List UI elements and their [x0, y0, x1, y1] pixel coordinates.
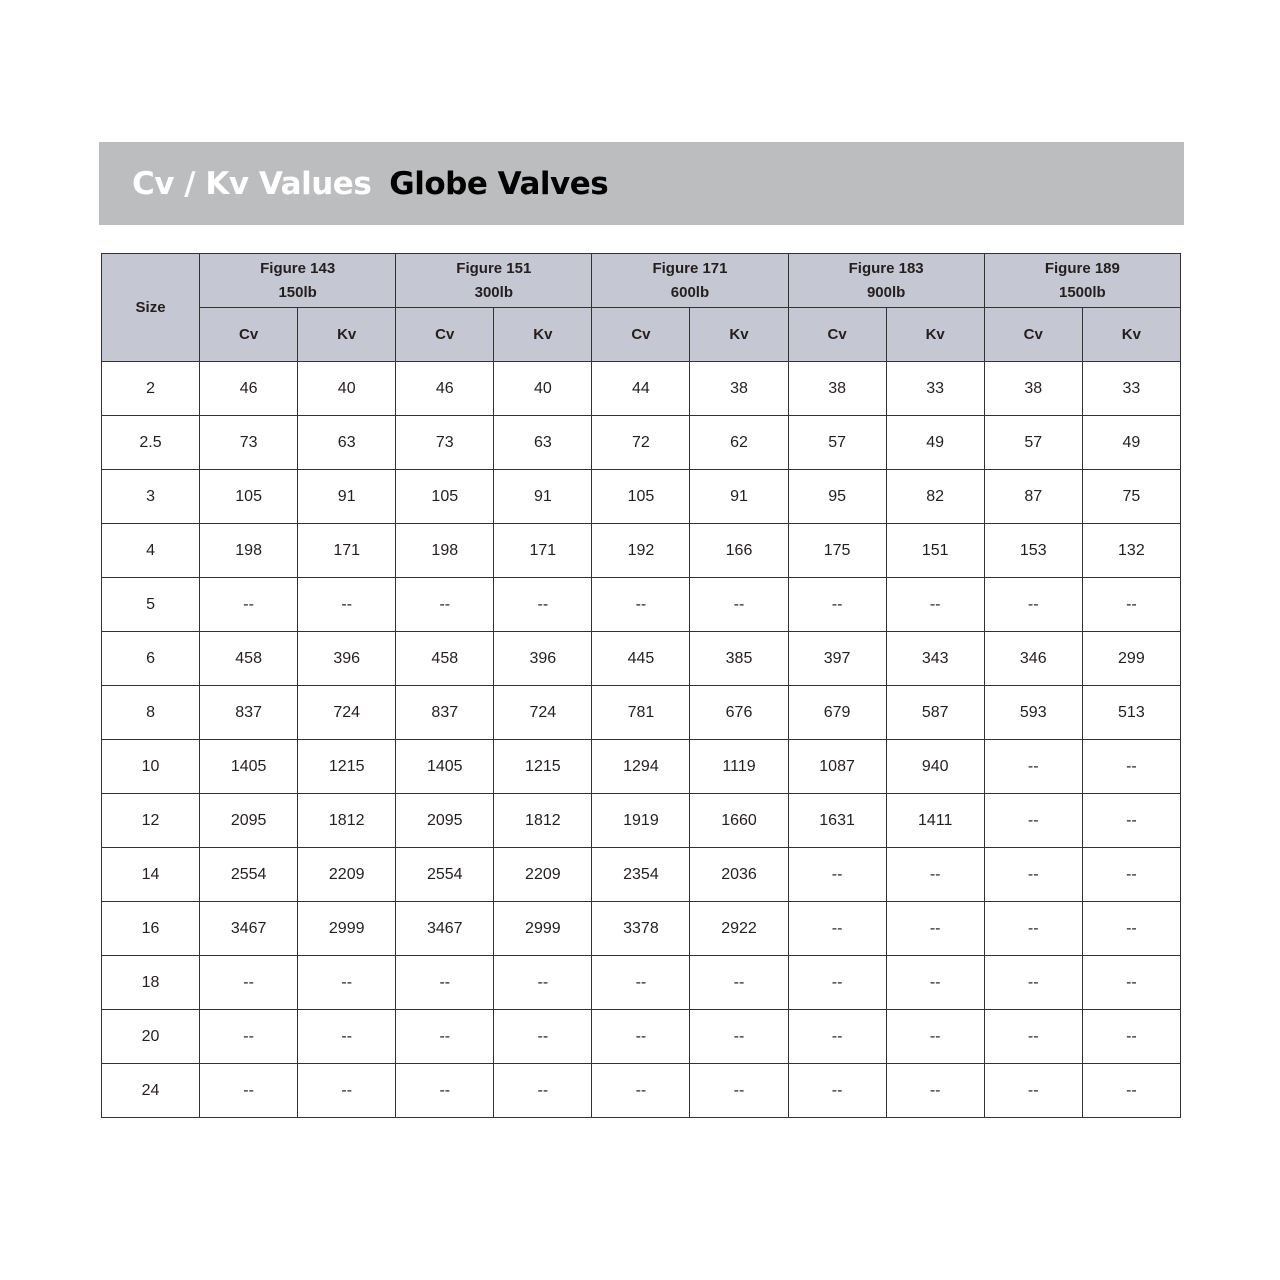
cv-value-cell: 837 — [396, 686, 494, 740]
kv-value-cell: 1215 — [494, 740, 592, 794]
cv-value-cell: -- — [984, 902, 1082, 956]
cv-value-cell: 73 — [396, 416, 494, 470]
cv-value-cell: 73 — [200, 416, 298, 470]
cv-value-cell: -- — [396, 1010, 494, 1064]
kv-value-cell: 40 — [494, 362, 592, 416]
cv-value-cell: 781 — [592, 686, 690, 740]
cv-value-cell: 72 — [592, 416, 690, 470]
cv-value-cell: -- — [984, 578, 1082, 632]
figure-header — [396, 254, 592, 308]
kv-header: Kv — [886, 308, 984, 362]
cv-value-cell: -- — [200, 956, 298, 1010]
cv-value-cell: 2095 — [200, 794, 298, 848]
cv-value-cell: -- — [788, 902, 886, 956]
figure-header — [984, 254, 1180, 308]
kv-header: Kv — [690, 308, 788, 362]
table-row — [102, 632, 1181, 686]
cv-value-cell: 458 — [200, 632, 298, 686]
figure-rating: 1500lb — [1059, 283, 1106, 301]
cv-value-cell: -- — [200, 1010, 298, 1064]
cv-header: Cv — [396, 308, 494, 362]
cv-value-cell: 3467 — [200, 902, 298, 956]
kv-value-cell: -- — [298, 1064, 396, 1118]
figure-header-row — [102, 254, 1181, 308]
cv-value-cell: 1405 — [200, 740, 298, 794]
kv-value-cell: -- — [298, 578, 396, 632]
cv-value-cell: -- — [396, 1064, 494, 1118]
cv-value-cell: 458 — [396, 632, 494, 686]
cv-value-cell: 679 — [788, 686, 886, 740]
table-row — [102, 902, 1181, 956]
cv-header: Cv — [984, 308, 1082, 362]
size-cell: 18 — [102, 956, 200, 1010]
kv-value-cell: -- — [494, 1010, 592, 1064]
figure-name: Figure 183 — [848, 259, 924, 277]
figure-name: Figure 171 — [652, 259, 728, 277]
kv-value-cell: 724 — [298, 686, 396, 740]
cv-value-cell: -- — [788, 578, 886, 632]
kv-header: Kv — [494, 308, 592, 362]
kv-value-cell: 1411 — [886, 794, 984, 848]
size-cell: 24 — [102, 1064, 200, 1118]
kv-value-cell: -- — [886, 1010, 984, 1064]
size-cell: 20 — [102, 1010, 200, 1064]
kv-value-cell: 396 — [298, 632, 396, 686]
kv-value-cell: -- — [298, 1010, 396, 1064]
figure-name: Figure 143 — [260, 259, 336, 277]
cv-value-cell: 105 — [592, 470, 690, 524]
kv-value-cell: -- — [298, 956, 396, 1010]
size-cell: 8 — [102, 686, 200, 740]
cv-value-cell: 2354 — [592, 848, 690, 902]
kv-header: Kv — [298, 308, 396, 362]
cv-value-cell: 837 — [200, 686, 298, 740]
cv-value-cell: -- — [984, 1064, 1082, 1118]
table-row — [102, 362, 1181, 416]
kv-value-cell: 1119 — [690, 740, 788, 794]
kv-value-cell: 2999 — [298, 902, 396, 956]
cv-value-cell: -- — [984, 1010, 1082, 1064]
size-cell: 2 — [102, 362, 200, 416]
cv-value-cell: 38 — [788, 362, 886, 416]
figure-rating: 600lb — [670, 283, 710, 301]
kv-value-cell: 513 — [1082, 686, 1180, 740]
cv-value-cell: 2554 — [200, 848, 298, 902]
cv-value-cell: -- — [592, 1010, 690, 1064]
figure-name: Figure 151 — [456, 259, 532, 277]
table-row — [102, 1010, 1181, 1064]
cv-value-cell: 1087 — [788, 740, 886, 794]
size-cell: 10 — [102, 740, 200, 794]
kv-value-cell: -- — [886, 1064, 984, 1118]
kv-value-cell: -- — [690, 1064, 788, 1118]
kv-value-cell: 724 — [494, 686, 592, 740]
kv-value-cell: 63 — [494, 416, 592, 470]
cv-value-cell: 46 — [200, 362, 298, 416]
kv-value-cell: 2922 — [690, 902, 788, 956]
cv-value-cell: 593 — [984, 686, 1082, 740]
kv-value-cell: -- — [494, 578, 592, 632]
cv-value-cell: 397 — [788, 632, 886, 686]
cv-value-cell: 57 — [984, 416, 1082, 470]
kv-value-cell: 1812 — [494, 794, 592, 848]
kv-value-cell: -- — [1082, 794, 1180, 848]
kv-value-cell: -- — [886, 956, 984, 1010]
kv-value-cell: 1660 — [690, 794, 788, 848]
kv-value-cell: -- — [1082, 1010, 1180, 1064]
cv-value-cell: -- — [984, 794, 1082, 848]
kv-value-cell: -- — [1082, 578, 1180, 632]
kv-value-cell: 132 — [1082, 524, 1180, 578]
kv-value-cell: -- — [1082, 848, 1180, 902]
kv-value-cell: 171 — [298, 524, 396, 578]
cv-value-cell: 1919 — [592, 794, 690, 848]
figure-rating: 300lb — [474, 283, 513, 301]
cv-value-cell: 105 — [200, 470, 298, 524]
kv-value-cell: 2036 — [690, 848, 788, 902]
table-row — [102, 1064, 1181, 1118]
cv-value-cell: -- — [984, 956, 1082, 1010]
size-cell: 2.5 — [102, 416, 200, 470]
table-row — [102, 794, 1181, 848]
cv-value-cell: 38 — [984, 362, 1082, 416]
cv-value-cell: -- — [592, 956, 690, 1010]
kv-value-cell: 385 — [690, 632, 788, 686]
kv-value-cell: -- — [1082, 1064, 1180, 1118]
kv-value-cell: 166 — [690, 524, 788, 578]
kv-value-cell: -- — [494, 956, 592, 1010]
kv-value-cell: -- — [1082, 740, 1180, 794]
kv-value-cell: 49 — [886, 416, 984, 470]
table-row — [102, 524, 1181, 578]
table-row — [102, 470, 1181, 524]
kv-value-cell: -- — [494, 1064, 592, 1118]
cv-value-cell: -- — [396, 578, 494, 632]
kv-value-cell: 940 — [886, 740, 984, 794]
kv-value-cell: 396 — [494, 632, 592, 686]
cv-value-cell: 95 — [788, 470, 886, 524]
kv-value-cell: -- — [1082, 902, 1180, 956]
kv-value-cell: -- — [1082, 956, 1180, 1010]
cv-value-cell: -- — [200, 578, 298, 632]
size-cell: 4 — [102, 524, 200, 578]
cv-value-cell: 2095 — [396, 794, 494, 848]
kv-value-cell: 82 — [886, 470, 984, 524]
table-row — [102, 740, 1181, 794]
cv-value-cell: 346 — [984, 632, 1082, 686]
kv-value-cell: 38 — [690, 362, 788, 416]
kv-value-cell: 33 — [886, 362, 984, 416]
cv-value-cell: -- — [788, 1064, 886, 1118]
table-row — [102, 686, 1181, 740]
kv-value-cell: 33 — [1082, 362, 1180, 416]
cv-value-cell: 57 — [788, 416, 886, 470]
size-cell: 14 — [102, 848, 200, 902]
cv-value-cell: 175 — [788, 524, 886, 578]
figure-header — [200, 254, 396, 308]
cv-value-cell: 87 — [984, 470, 1082, 524]
size-header: Size — [102, 254, 200, 362]
cv-value-cell: 2554 — [396, 848, 494, 902]
cv-value-cell: -- — [200, 1064, 298, 1118]
cv-value-cell: -- — [592, 578, 690, 632]
cv-value-cell: -- — [984, 848, 1082, 902]
cv-value-cell: 192 — [592, 524, 690, 578]
kv-value-cell: 49 — [1082, 416, 1180, 470]
page-title: Globe Valves — [389, 165, 609, 202]
cv-value-cell: 3467 — [396, 902, 494, 956]
kv-value-cell: 1812 — [298, 794, 396, 848]
cv-value-cell: 1294 — [592, 740, 690, 794]
table-row — [102, 416, 1181, 470]
cv-value-cell: 198 — [200, 524, 298, 578]
figure-rating: 150lb — [278, 283, 317, 301]
cv-value-cell: -- — [396, 956, 494, 1010]
kv-value-cell: 2209 — [494, 848, 592, 902]
cv-header: Cv — [200, 308, 298, 362]
kv-value-cell: 151 — [886, 524, 984, 578]
cv-value-cell: -- — [788, 956, 886, 1010]
table-row — [102, 956, 1181, 1010]
cv-header: Cv — [592, 308, 690, 362]
title-bar — [99, 142, 1184, 225]
size-cell: 6 — [102, 632, 200, 686]
cv-value-cell: 44 — [592, 362, 690, 416]
table-body — [102, 362, 1181, 1118]
kv-value-cell: 2209 — [298, 848, 396, 902]
kv-value-cell: 91 — [690, 470, 788, 524]
kv-value-cell: 91 — [494, 470, 592, 524]
kv-value-cell: 1215 — [298, 740, 396, 794]
cv-value-cell: 1631 — [788, 794, 886, 848]
kv-value-cell: 171 — [494, 524, 592, 578]
cv-value-cell: 46 — [396, 362, 494, 416]
cv-header: Cv — [788, 308, 886, 362]
kv-value-cell: 91 — [298, 470, 396, 524]
title-prefix: Cv / Kv Values — [132, 165, 372, 202]
kv-value-cell: -- — [690, 956, 788, 1010]
cv-value-cell: 153 — [984, 524, 1082, 578]
size-cell: 12 — [102, 794, 200, 848]
figure-rating: 900lb — [866, 283, 906, 301]
size-cell: 5 — [102, 578, 200, 632]
kv-value-cell: 40 — [298, 362, 396, 416]
cv-value-cell: 1405 — [396, 740, 494, 794]
kv-value-cell: 299 — [1082, 632, 1180, 686]
figure-name: Figure 189 — [1044, 259, 1120, 277]
size-cell: 3 — [102, 470, 200, 524]
kv-value-cell: 63 — [298, 416, 396, 470]
cv-value-cell: 105 — [396, 470, 494, 524]
kv-value-cell: -- — [886, 848, 984, 902]
figure-header — [788, 254, 984, 308]
table-row — [102, 578, 1181, 632]
kv-value-cell: 587 — [886, 686, 984, 740]
cv-value-cell: -- — [788, 848, 886, 902]
cv-value-cell: 198 — [396, 524, 494, 578]
figure-header — [592, 254, 788, 308]
cv-kv-table — [101, 253, 1181, 1118]
size-cell: 16 — [102, 902, 200, 956]
cv-value-cell: 3378 — [592, 902, 690, 956]
cv-value-cell: -- — [984, 740, 1082, 794]
kv-value-cell: 62 — [690, 416, 788, 470]
table-row — [102, 848, 1181, 902]
kv-value-cell: -- — [690, 1010, 788, 1064]
cv-kv-header-row — [102, 308, 1181, 362]
kv-value-cell: 2999 — [494, 902, 592, 956]
kv-value-cell: 343 — [886, 632, 984, 686]
cv-value-cell: 445 — [592, 632, 690, 686]
kv-value-cell: -- — [886, 902, 984, 956]
kv-header: Kv — [1082, 308, 1180, 362]
cv-value-cell: -- — [592, 1064, 690, 1118]
kv-value-cell: 75 — [1082, 470, 1180, 524]
kv-value-cell: -- — [690, 578, 788, 632]
kv-value-cell: -- — [886, 578, 984, 632]
kv-value-cell: 676 — [690, 686, 788, 740]
cv-value-cell: -- — [788, 1010, 886, 1064]
